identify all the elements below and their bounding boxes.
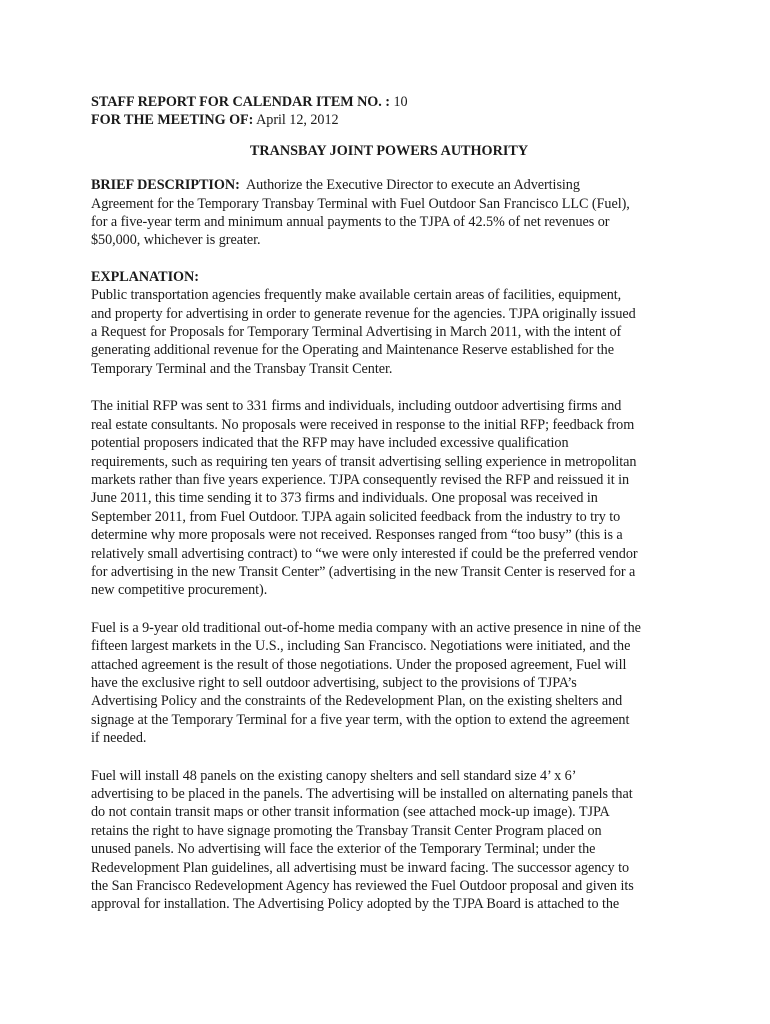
paragraph-line: Advertising Policy and the constraints of the Redevelopment Plan, on the existing shelters and [91, 693, 623, 710]
org-title: TRANSBAY JOINT POWERS AUTHORITY [249, 142, 529, 159]
explanation-paragraph-4 [91, 767, 687, 914]
paragraph-line: The initial RFP was sent to 331 firms and individuals, including outdoor advertising firms and [91, 398, 622, 415]
paragraph-line: new competitive procurement). [91, 582, 268, 599]
paragraph-line: determine why more proposals were not received. Responses ranged from “too busy” (this is a [91, 527, 623, 544]
paragraph-line: do not contain transit maps or other transit information (see attached mock-up image). TJPA [91, 804, 610, 821]
paragraph-line: Temporary Terminal and the Transbay Transit Center. [91, 360, 393, 377]
paragraph-line: Fuel is a 9-year old traditional out-of-home media company with an active presence in nine of the [91, 619, 641, 636]
paragraph-line: and property for advertising in order to generate revenue for the agencies. TJPA originally issued [91, 305, 636, 322]
brief-line: $50,000, whichever is greater. [91, 232, 261, 249]
paragraph-line: fifteen largest markets in the U.S., including San Francisco. Negotiations were initiated, and the [91, 638, 631, 655]
explanation-label: EXPLANATION: [91, 268, 199, 285]
report-header [91, 93, 687, 130]
paragraph-line: Fuel will install 48 panels on the existing canopy shelters and sell standard size 4’ x 6’ [91, 767, 577, 784]
paragraph-line: the San Francisco Redevelopment Agency has reviewed the Fuel Outdoor proposal and given its [91, 878, 634, 895]
paragraph-line: relatively small advertising contract) to “we were only interested if could be the preferred vendor [91, 545, 638, 562]
meeting-label: FOR THE MEETING OF: [91, 112, 254, 129]
calendar-item-number: 10 [393, 94, 408, 110]
paragraph-line: unused panels. No advertising will face the exterior of the Temporary Terminal; under the [91, 841, 596, 858]
brief-line: Agreement for the Temporary Transbay Terminal with Fuel Outdoor San Francisco LLC (Fuel), [91, 195, 630, 212]
calendar-item-label: STAFF REPORT FOR CALENDAR ITEM NO. : [91, 94, 390, 110]
paragraph-line: potential proposers indicated that the RFP may have included excessive qualification [91, 435, 569, 452]
brief-label: BRIEF DESCRIPTION: [91, 177, 240, 194]
brief-text: Authorize the Executive Director to execute an Advertising [245, 177, 580, 194]
explanation-paragraph-3 [91, 619, 687, 748]
meeting-date: April 12, 2012 [256, 112, 339, 129]
paragraph-line: advertising to be placed in the panels. The advertising will be installed on alternating panels that [91, 786, 633, 802]
paragraph-line: signage at the Temporary Terminal for a five year term, with the option to extend the agreement [91, 711, 630, 728]
paragraph-line: generating additional revenue for the Operating and Maintenance Reserve established for the [91, 342, 614, 359]
paragraph-line: Public transportation agencies frequently make available certain areas of facilities, equipment, [91, 287, 622, 304]
explanation-paragraph-1 [91, 286, 687, 378]
paragraph-line: if needed. [91, 730, 147, 747]
paragraph-line: attached agreement is the result of those negotiations. Under the proposed agreement, Fuel will [91, 656, 627, 673]
paragraph-line: Redevelopment Plan guidelines, all advertising must be inward facing. The successor agency to [91, 859, 630, 876]
paragraph-line: for advertising in the new Transit Center” (advertising in the new Transit Center is reserved for a [91, 563, 636, 580]
paragraph-line: June 2011, this time sending it to 373 firms and individuals. One proposal was received in [91, 490, 598, 507]
document-page [91, 93, 687, 933]
paragraph-line: have the exclusive right to sell outdoor advertising, subject to the provisions of TJPA’s [91, 674, 577, 691]
paragraph-line: September 2011, from Fuel Outdoor. TJPA again solicited feedback from the industry to try to [91, 508, 621, 525]
explanation-section [91, 268, 687, 914]
brief-description [91, 176, 687, 250]
paragraph-line: requirements, such as requiring ten years of transit advertising selling experience in metropolitan [91, 453, 637, 470]
paragraph-line: a Request for Proposals for Temporary Terminal Advertising in March 2011, with the intent of [91, 324, 622, 341]
meeting-line [91, 111, 687, 129]
paragraph-line: approval for installation. The Advertising Policy adopted by the TJPA Board is attached to the [91, 896, 620, 913]
paragraph-line: retains the right to have signage promoting the Transbay Transit Center Program placed on [91, 822, 602, 839]
explanation-paragraph-2 [91, 397, 687, 599]
paragraph-line: markets rather than five years experience. TJPA consequently revised the RFP and reissued it in [91, 471, 630, 488]
calendar-item-line [91, 93, 687, 111]
brief-first-line [91, 176, 687, 194]
brief-line: for a five-year term and minimum annual payments to the TJPA of 42.5% of net revenues or [91, 214, 610, 231]
paragraph-line: real estate consultants. No proposals were received in response to the initial RFP; feedback from [91, 416, 635, 433]
